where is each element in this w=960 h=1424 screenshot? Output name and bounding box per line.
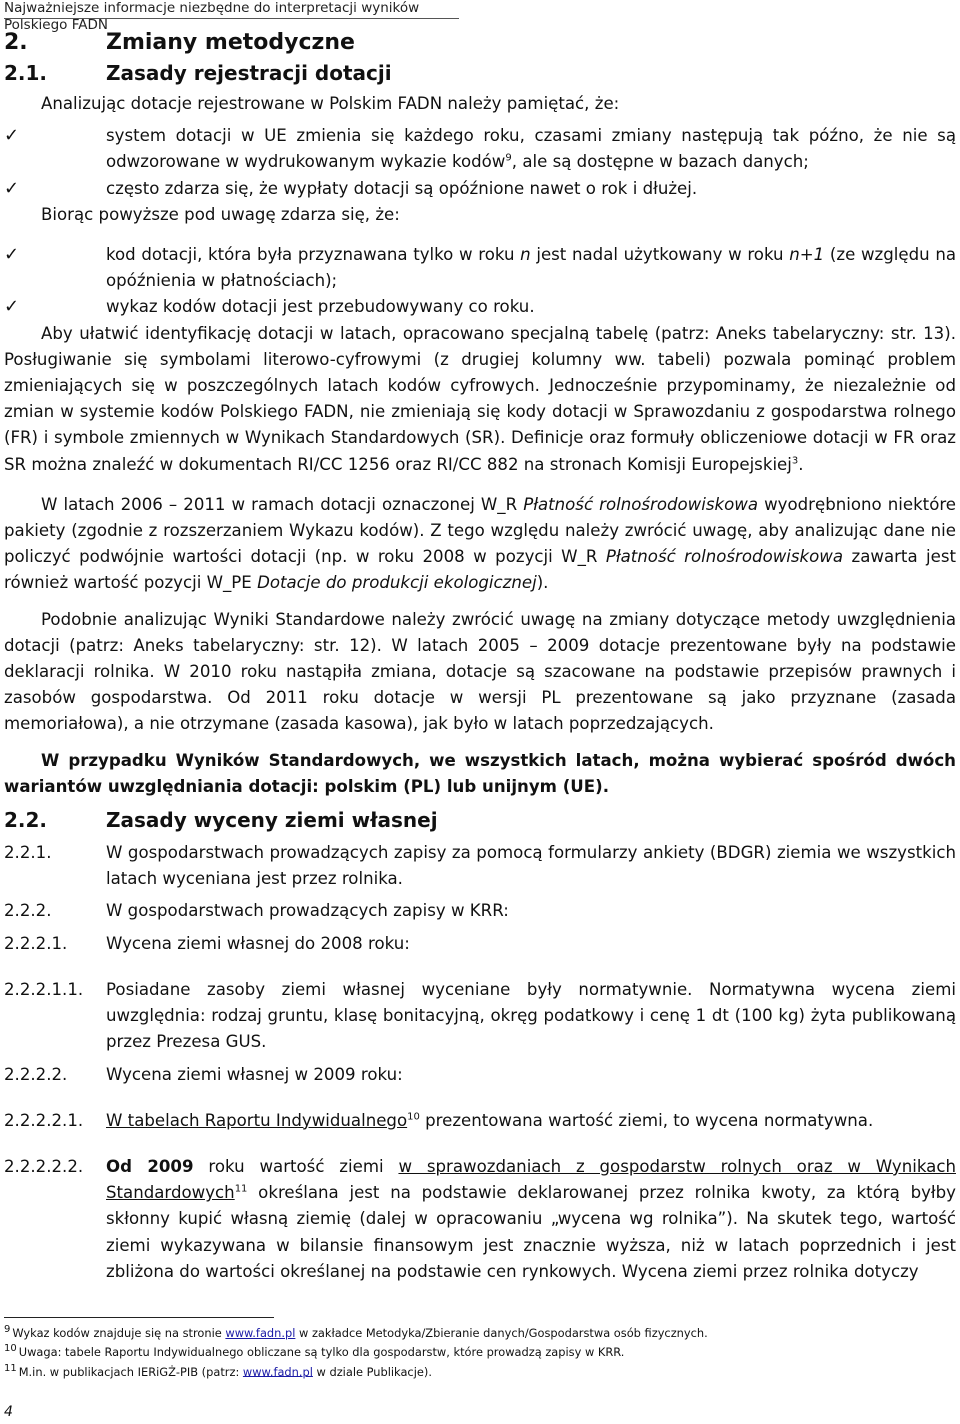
- numbered-item: 2.2.2.1.1. Posiadane zasoby ziemi własnej wyceniane były normatywnie. Normatywna wycena ziemi uwzględnia: rodzaj gruntu, klasę bonitacyjną, okręg podatkowy i cenę 1 dt (100 kg) żyta publikowaną przez Prezesa GUS.: [4, 979, 956, 1052]
- body-paragraph: Podobnie analizując Wyniki Standardowe należy zwrócić uwagę na zmiany dotyczące metody uwzględnienia dotacji (patrz: Aneks tabelaryczny: str. 12). W latach 2005 – 2009 dotacje prezentowane były na podstawie deklaracji rolnika. W 2010 roku nastąpiła zmiana, dotacje są szacowane na podstawie przepisów prawnych i zasobów gospodarstwa. Od 2011 roku dotacje w wersji PL prezentowane są jako przyznane (zasada memoriałowa), a nie otrzymane (zasada kasowa), jak było w latach poprzedzających.: [4, 609, 956, 734]
- subsection-title: Zasady rejestracji dotacji: [106, 61, 392, 85]
- subsection-number: 2.2.: [4, 808, 48, 833]
- body-paragraph: Aby ułatwić identyfikację dotacji w latach, opracowano specjalną tabelę (patrz: Aneks tabelaryczny: str. 13). Posługiwanie się symbolami literowo-cyfrowymi (z drugiej kolumny ww. tabeli) pozwala pominąć problem zmieniających się w poszczególnych latach kodów cyfrowych. Jednocześnie przypominamy, że niezależnie od zmian w systemie kodów Polskiego FADN, nie zmieniają się kody dotacji w Sprawozdaniu z gospodarstwa rolnego (FR) i symbole zmiennych w Wynikach Standardowych (SR). Definicje oraz formuły obliczeniowe dotacji w FR oraz SR można znaleźć w dokumentach RI/CC 1256 oraz RI/CC 882 na stronach Komisji Europejskiej$^3$.: [4, 323, 956, 474]
- page-number: 4: [4, 1404, 13, 1420]
- list-item: ✓ kod dotacji, która była przyznawana tylko w roku n jest nadal użytkowany w roku n+1 (ze względu na opóźnienia w płatnościach);: [4, 244, 956, 291]
- subsection-title: Zasady wyceny ziemi własnej: [106, 808, 438, 833]
- check-mark-icon: ✓: [4, 177, 20, 199]
- check-mark-icon: ✓: [4, 244, 20, 266]
- body-paragraph: W latach 2006 – 2011 w ramach dotacji oznaczonej W_R Płatność rolnośrodowiskowa wyodrębniono niektóre pakiety (zgodnie z rozszerzaniem Wykazu kodów). Z tego względu należy zwrócić uwagę, aby analizując dane nie policzyć podwójnie wartości dotacji (np. w roku 2008 w pozycji W_R Płatność rolnośrodowiskowa zawarta jest również wartość pozycji W_PE Dotacje do produkcji ekologicznej).: [4, 494, 957, 593]
- emphasis-paragraph: W przypadku Wyników Standardowych, we wszystkich latach, można wybierać spośród dwóch wariantów uwzględniania dotacji: polskim (PL) lub unijnym (UE).: [4, 750, 956, 796]
- footnote: 10 Uwaga: tabele Raportu Indywidualnego obliczane są tylko dla gospodarstw, które prowadzą zapisy w KRR.: [4, 1343, 625, 1360]
- numbered-item: 2.2.2.1. Wycena ziemi własnej do 2008 roku:: [4, 933, 410, 953]
- list-item: ✓ system dotacji w UE zmienia się każdego roku, czasami zmiany następują tak późno, że nie są odwzorowane w wydrukowanym wykazie kodów$^9$, ale są dostępne w bazach danych;: [4, 125, 956, 172]
- list-item: ✓ wykaz kodów dotacji jest przebudowywany co roku.: [4, 294, 956, 320]
- intro-paragraph: Analizując dotacje rejestrowane w Polskim FADN należy pamiętać, że:: [41, 94, 620, 113]
- numbered-item: 2.2.2.2.1. W tabelach Raportu Indywidualnego$^{10}$ prezentowana wartość ziemi, to wycena normatywna.: [4, 1110, 874, 1130]
- subsection-number: 2.1.: [4, 61, 48, 85]
- section-number: 2.: [4, 30, 28, 55]
- numbered-item: 2.2.2.2. Wycena ziemi własnej w 2009 roku:: [4, 1064, 403, 1084]
- footnote-divider: [4, 1317, 274, 1318]
- check-mark-icon: ✓: [4, 125, 20, 147]
- subsection-heading-2-2: [4, 806, 956, 834]
- intro-paragraph: Biorąc powyższe pod uwagę zdarza się, że:: [41, 204, 400, 224]
- footnote: 9 Wykaz kodów znajduje się na stronie www.fadn.pl w zakładce Metodyka/Zbieranie danych/Gospodarstwa osób fizycznych.: [4, 1323, 708, 1340]
- fadn-link[interactable]: www.fadn.pl: [225, 1325, 296, 1340]
- fadn-link[interactable]: www.fadn.pl: [242, 1364, 313, 1379]
- check-mark-icon: ✓: [4, 296, 20, 318]
- subsection-heading-2-1: [4, 59, 956, 87]
- list-item: ✓ często zdarza się, że wypłaty dotacji są opóźnione nawet o rok i dłużej.: [4, 176, 956, 202]
- section-heading: [4, 29, 956, 57]
- numbered-item: 2.2.2.2.2. Od 2009 roku wartość ziemi w sprawozdaniach z gospodarstw rolnych oraz w Wynikach Standardowych$^{11}$ określana jest na podstawie deklarowanej przez rolnika kwoty, za którą byłby skłonny kupić własną ziemię (dalej w opracowaniu „wycena wg rolnika”). Na skutek tego, wartość ziemi wykazywana w bilansie finansowym jest znacznie wyższa, niż w latach poprzednich i jest zbliżona do wartości określanej na podstawie cen rynkowych. Wycena ziemi przez rolnika dotyczy: [4, 1156, 956, 1281]
- running-header: Najważniejsze informacje niezbędne do interpretacji wyników Polskiego FADN: [4, 0, 459, 19]
- section-title: Zmiany metodyczne: [106, 30, 355, 55]
- footnote: 11 M.in. w publikacjach IERiGŻ-PIB (patrz: www.fadn.pl w dziale Publikacje).: [4, 1362, 432, 1379]
- document-page: [4, 0, 956, 1380]
- numbered-item: 2.2.2. W gospodarstwach prowadzących zapisy w KRR:: [4, 901, 509, 921]
- numbered-item: 2.2.1. W gospodarstwach prowadzących zapisy za pomocą formularzy ankiety (BDGR) ziemia we wszystkich latach wyceniana jest przez rolnika.: [4, 843, 956, 889]
